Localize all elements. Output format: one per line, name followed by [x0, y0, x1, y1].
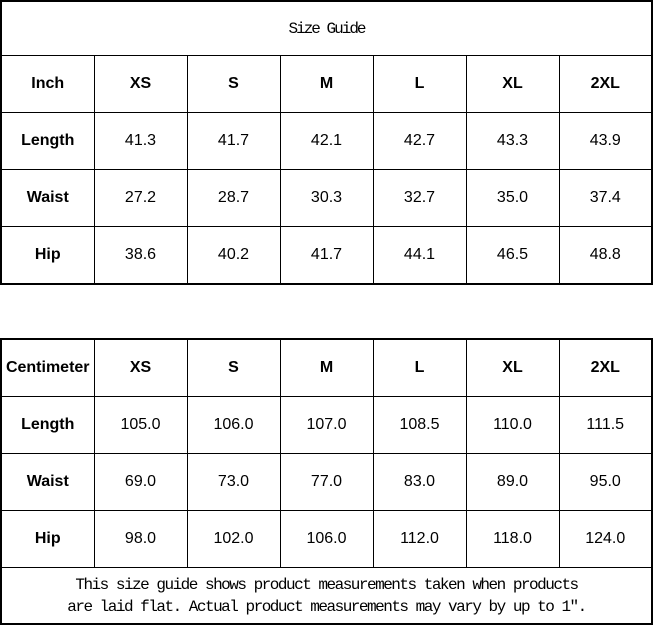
row-label-hip: Hip — [1, 511, 94, 568]
measurement-cell: 102.0 — [187, 511, 280, 568]
measurement-cell: 30.3 — [280, 170, 373, 227]
measurement-cell: 41.7 — [280, 227, 373, 285]
measurement-cell: 95.0 — [559, 454, 652, 511]
measurement-cell: 89.0 — [466, 454, 559, 511]
footer-note-line2: are laid flat. Actual product measurements may vary by up to 1″. — [67, 597, 586, 616]
size-header-s: S — [187, 339, 280, 397]
size-header-xs: XS — [94, 56, 187, 113]
measurement-cell: 83.0 — [373, 454, 466, 511]
measurement-cell: 110.0 — [466, 397, 559, 454]
centimeter-hip-row — [1, 511, 652, 568]
measurement-cell: 41.7 — [187, 113, 280, 170]
row-label-length: Length — [1, 397, 94, 454]
measurement-cell: 118.0 — [466, 511, 559, 568]
footer-row — [1, 568, 652, 625]
measurement-cell: 105.0 — [94, 397, 187, 454]
size-header-m: M — [280, 56, 373, 113]
measurement-cell: 107.0 — [280, 397, 373, 454]
measurement-cell: 108.5 — [373, 397, 466, 454]
footer-note-line1: This size guide shows product measurements taken when products — [75, 575, 578, 594]
measurement-cell: 43.3 — [466, 113, 559, 170]
measurement-cell: 77.0 — [280, 454, 373, 511]
size-header-xs: XS — [94, 339, 187, 397]
unit-header-centimeter: Centimeter — [1, 339, 94, 397]
measurement-cell: 35.0 — [466, 170, 559, 227]
centimeter-size-table — [0, 338, 653, 625]
size-header-xl: XL — [466, 339, 559, 397]
measurement-cell: 37.4 — [559, 170, 652, 227]
measurement-cell: 112.0 — [373, 511, 466, 568]
title-row — [1, 1, 652, 56]
measurement-cell: 43.9 — [559, 113, 652, 170]
row-label-waist: Waist — [1, 454, 94, 511]
inch-hip-row — [1, 227, 652, 285]
measurement-cell: 111.5 — [559, 397, 652, 454]
footer-note — [1, 568, 652, 625]
size-header-xl: XL — [466, 56, 559, 113]
size-header-m: M — [280, 339, 373, 397]
size-header-l: L — [373, 56, 466, 113]
measurement-cell: 98.0 — [94, 511, 187, 568]
measurement-cell: 42.1 — [280, 113, 373, 170]
measurement-cell: 48.8 — [559, 227, 652, 285]
unit-header-inch: Inch — [1, 56, 94, 113]
inch-size-table — [0, 0, 653, 285]
size-header-s: S — [187, 56, 280, 113]
centimeter-length-row — [1, 397, 652, 454]
measurement-cell: 28.7 — [187, 170, 280, 227]
measurement-cell: 69.0 — [94, 454, 187, 511]
page-title: Size Guide — [1, 1, 652, 56]
measurement-cell: 32.7 — [373, 170, 466, 227]
centimeter-header-row — [1, 339, 652, 397]
measurement-cell: 44.1 — [373, 227, 466, 285]
row-label-hip: Hip — [1, 227, 94, 285]
measurement-cell: 106.0 — [187, 397, 280, 454]
centimeter-waist-row — [1, 454, 652, 511]
row-label-length: Length — [1, 113, 94, 170]
size-header-l: L — [373, 339, 466, 397]
measurement-cell: 46.5 — [466, 227, 559, 285]
row-label-waist: Waist — [1, 170, 94, 227]
table-gap — [0, 285, 653, 338]
size-header-2xl: 2XL — [559, 56, 652, 113]
inch-length-row — [1, 113, 652, 170]
measurement-cell: 124.0 — [559, 511, 652, 568]
inch-waist-row — [1, 170, 652, 227]
measurement-cell: 38.6 — [94, 227, 187, 285]
measurement-cell: 106.0 — [280, 511, 373, 568]
measurement-cell: 27.2 — [94, 170, 187, 227]
measurement-cell: 41.3 — [94, 113, 187, 170]
measurement-cell: 73.0 — [187, 454, 280, 511]
inch-header-row — [1, 56, 652, 113]
measurement-cell: 40.2 — [187, 227, 280, 285]
measurement-cell: 42.7 — [373, 113, 466, 170]
size-header-2xl: 2XL — [559, 339, 652, 397]
